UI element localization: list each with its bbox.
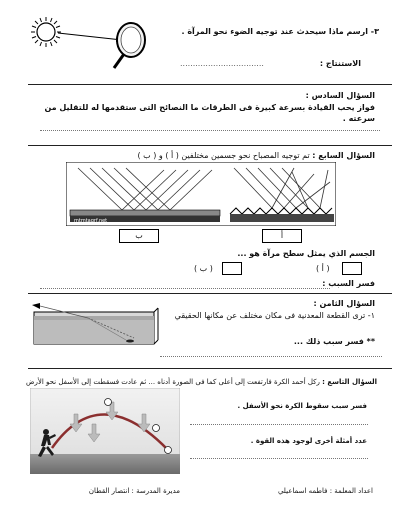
coin-icon: [126, 340, 134, 343]
q8-title: السؤال الثامن :: [313, 299, 375, 308]
q7-title: [35, 150, 375, 161]
q3-conclusion-answer-line[interactable]: .................................: [180, 59, 264, 68]
q9-part2: عدد أمثلة أخرى لوجود هذه القوة .: [250, 437, 367, 445]
option-b-checkbox[interactable]: [222, 262, 242, 275]
q3-question: ٣- ارسم ماذا سيحدث عند توجيه الضوء نحو المرآة .: [181, 27, 379, 36]
q9-part2-answer-line[interactable]: [190, 458, 368, 459]
q8-item: ١- ترى القطعة المعدنية فى مكان مختلف عن مكانها الحقيقي: [174, 311, 375, 320]
q7-answer-line[interactable]: [40, 288, 330, 289]
q7-mirror-question: الجسم الذي يمثل سطح مرآة هو ...: [237, 249, 375, 258]
option-b-label: ( ب ): [194, 264, 213, 273]
divider: [28, 368, 392, 369]
divider: [28, 145, 392, 146]
divider: [28, 293, 392, 294]
q6-answer-line[interactable]: [40, 130, 380, 131]
sun-icon: [31, 17, 61, 47]
q7-explain-label: فسر السبب :: [322, 279, 375, 288]
option-a-label: ( أ ): [316, 264, 330, 273]
q3-sun-mirror-illustration: [28, 14, 150, 70]
q6-title: السؤال السادس :: [305, 91, 375, 100]
q7-question: تم توجيه المصباح نحو جسمين مختلفين ( أ ) و ( ب ): [137, 151, 310, 160]
footer-teacher: اعداد المعلمة : فاطمه اسماعيلي: [277, 487, 373, 495]
q9-question: ركل أحمد الكرة فارتفعت إلى أعلى كما فى الصورة أدناه ... ثم عادت فسقطت إلى الأسفل نحو الأرض: [26, 378, 320, 386]
eye-icon: [32, 303, 40, 309]
option-a-checkbox[interactable]: [342, 262, 362, 275]
q9-kicked-ball-photo: [30, 388, 180, 474]
q9-title: [17, 377, 377, 387]
q7-reflection-figure: [66, 162, 336, 226]
watermark-text: mtmtaqrf.net: [74, 218, 108, 224]
footer-principal: مديرة المدرسة : انتصار القطان: [88, 487, 180, 495]
q9-part1: فسر سبب سقوط الكرة نحو الأسفل .: [237, 402, 367, 410]
q8-refraction-figure: [30, 302, 160, 348]
divider: [28, 84, 392, 85]
q7-title-label: السؤال السابع :: [312, 151, 375, 160]
q9-title-label: السؤال التاسع :: [322, 378, 377, 386]
q3-conclusion-label: الاستنتاج :: [319, 59, 361, 68]
figure-label-a: أ: [262, 229, 302, 243]
q8-answer-line[interactable]: [160, 356, 382, 357]
q6-question: فواز يحب القيادة بسرعة كبيرة فى الطرقات ما النصائح التى ستقدمها له للتقليل من سرعته .: [44, 103, 375, 123]
hand-mirror-icon: [114, 23, 145, 68]
q9-part1-answer-line[interactable]: [190, 424, 368, 425]
q8-explain-label: ** فسر سبب ذلك ...: [293, 337, 375, 346]
figure-label-b: ب: [119, 229, 159, 243]
